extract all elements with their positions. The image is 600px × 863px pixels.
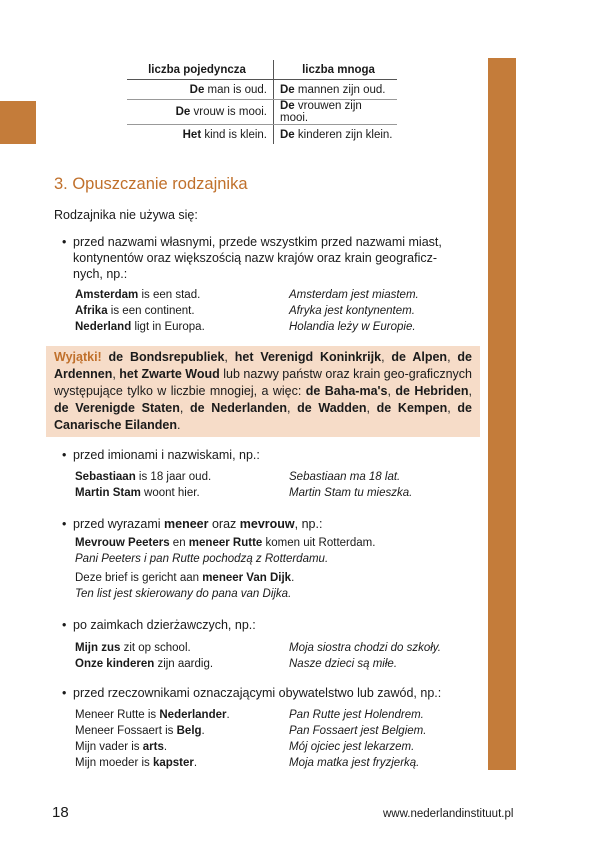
table-row (127, 125, 397, 145)
decorative-side-bar (488, 58, 516, 770)
bullet-dot: • (62, 686, 67, 700)
example-block: Mevrouw Peeters en meneer Rutte komen uit Rotterdam. Pani Peeters i pan Rutte pochodzą z Rotterdamu. (75, 537, 376, 565)
table-cell: De kinderen zijn klein. (280, 128, 393, 141)
bullet-possessive: • po zaimkach dzierżawczych, np.: (62, 618, 256, 632)
table-cell: De mannen zijn oud. (274, 80, 398, 100)
table-header-singular: liczba pojedyncza (127, 60, 274, 80)
table-cell: De vrouwen zijn mooi. (274, 100, 398, 125)
example-row: Nederland ligt in Europa. Holandia leży w Europie. (75, 321, 416, 333)
table-header-row (127, 60, 397, 80)
example-row: Afrika is een continent. Afryka jest kontynentem. (75, 305, 415, 317)
table-cell: De man is oud. (127, 80, 274, 100)
example-list-proper-names (75, 287, 419, 335)
example-block: Deze brief is gericht aan meneer Van Dijk. Ten list jest skierowany do pana van Dijka. (75, 572, 295, 600)
example-row: Amsterdam is een stad. Amsterdam jest miastem. (75, 289, 419, 301)
page-number: 18 (52, 804, 69, 821)
example-row: Meneer Rutte is Nederlander. Pan Rutte jest Holendrem. (75, 709, 424, 721)
bullet-first-last-names: • przed imionami i nazwiskami, np.: (62, 448, 260, 462)
example-row: Sebastiaan is 18 jaar oud. Sebastiaan ma 18 lat. (75, 471, 401, 483)
table-row (127, 80, 397, 100)
example-list-possessive (75, 640, 441, 672)
example-row: Martin Stam woont hier. Martin Stam tu mieszka. (75, 487, 413, 499)
table-header-plural: liczba mnoga (274, 60, 398, 80)
section-heading: 3. Opuszczanie rodzajnika (54, 175, 248, 193)
article-table (127, 60, 397, 144)
example-row: Mijn moeder is kapster. Moja matka jest fryzjerką. (75, 757, 420, 769)
bullet-meneer-mevrouw: • przed wyrazami meneer oraz mevrouw, np.: (62, 517, 323, 531)
example-list-names (75, 469, 412, 501)
bullet-nationality-profession: • przed rzeczownikami oznaczającymi obywatelstwo lub zawód, np.: (62, 686, 442, 700)
table-cell: Het kind is klein. (127, 125, 274, 145)
bullet-dot: • (62, 618, 67, 632)
decorative-side-tab (0, 101, 36, 144)
bullet-dot: • (62, 235, 67, 249)
example-row: Onze kinderen zijn aardig. Nasze dzieci są miłe. (75, 658, 398, 670)
exceptions-box: Wyjątki! de Bondsrepubliek, het Verenigd Koninkrijk, de Alpen, de Ardennen, het Zwarte Woud lub nazwy państw oraz krain geo-graficznych występujące tylko w liczbie mnogiej, a więc: de Baha-ma's, de Hebriden, de Verenigde Staten, de Nederlanden, de Wadden, de Kempen, de Canarische Eilanden. (46, 346, 480, 437)
example-row: Mijn vader is arts. Mój ojciec jest lekarzem. (75, 741, 415, 753)
website-link[interactable]: www.nederlandinstituut.pl (383, 808, 514, 820)
bullet-proper-names: • przed nazwami własnymi, przede wszystkim przed nazwami miast, kontynentów oraz większością nazw krajów oraz krain geograficz- nych, np.: (62, 235, 442, 281)
example-row: Meneer Fossaert is Belg. Pan Fossaert jest Belgiem. (75, 725, 427, 737)
bullet-dot: • (62, 448, 67, 462)
example-row: Mijn zus zit op school. Moja siostra chodzi do szkoły. (75, 642, 441, 654)
exceptions-label: Wyjątki! (54, 350, 102, 364)
table-row (127, 100, 397, 125)
intro-text: Rodzajnika nie używa się: (54, 208, 198, 222)
example-list-nationality (75, 707, 426, 771)
bullet-dot: • (62, 517, 67, 531)
table-cell: De vrouw is mooi. (127, 100, 274, 125)
